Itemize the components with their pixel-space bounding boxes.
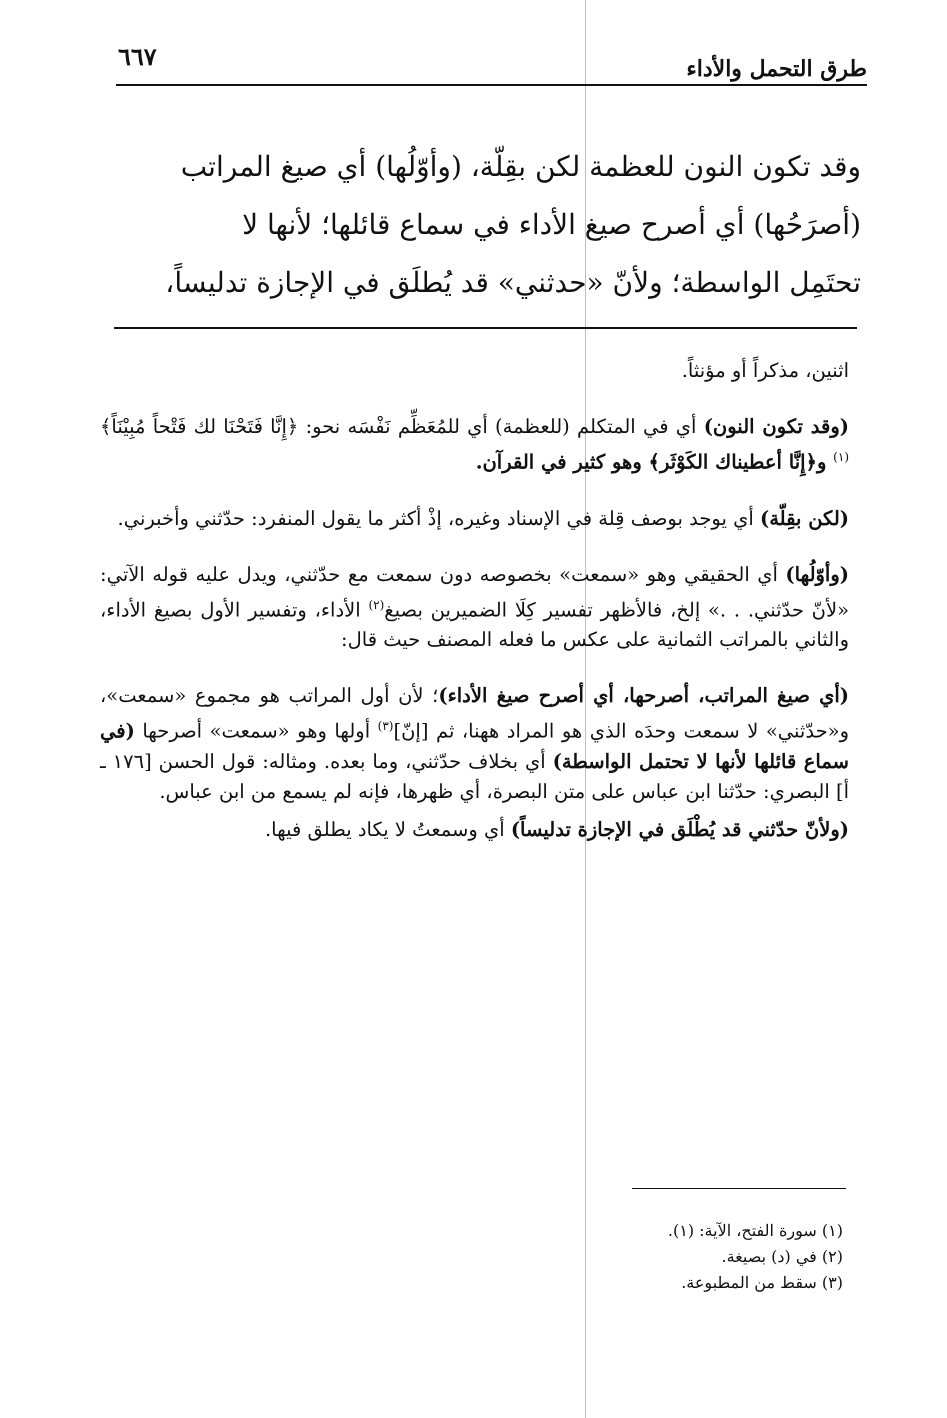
header-rule	[116, 84, 867, 86]
running-header-title: طرق التحمل والأداء	[686, 56, 867, 82]
footnote: (٢) في (د) بصيغة.	[721, 1247, 843, 1266]
commentary-paragraph	[100, 412, 849, 478]
quoted-phrase: (في سماع قائلها لأنها لا تحتمل الواسطة)	[100, 719, 849, 773]
commentary-text: ؛ لأن أول المراتب هو مجموع «سمعت»، و«حدّثني» لا سمعت وحدَه الذي هو المراد ههنا، ثم [إنّ]	[100, 684, 849, 743]
commentary-paragraph	[100, 504, 849, 534]
commentary-text: و﴿إِنَّا أعطيناك الكَوْثَر﴾ وهو كثير في القرآن.	[475, 450, 834, 474]
footnote: (٣) سقط من المطبوعة.	[681, 1273, 843, 1292]
commentary-text: اثنين، مذكراً أو مؤنثاً.	[681, 359, 849, 382]
commentary-text: أي وسمعتُ لا يكاد يطلق فيها.	[264, 817, 511, 841]
quoted-phrase: (لكن بقِلّة)	[760, 506, 849, 530]
main-text	[110, 138, 861, 312]
footnote: (١) سورة الفتح، الآية: (١).	[667, 1221, 843, 1240]
quoted-phrase: (وقد تكون النون)	[703, 415, 849, 438]
commentary-text: أي في المتكلم (للعظمة) أي للمُعَظِّم نَفْسَه نحو: ﴿إِنَّا فَتَحْنَا لك فَتْحاً مُبِيْنَاً﴾	[100, 415, 704, 438]
commentary-paragraph	[100, 560, 849, 656]
footnote-ref: (٣)	[377, 719, 394, 733]
footnote-rule	[632, 1188, 846, 1189]
footnote-ref: (١)	[833, 450, 849, 464]
quoted-phrase: (أي صيغ المراتب، أصرحها، أي أصرح صيغ الأداء)	[438, 684, 849, 707]
commentary-text: الأداء، وتفسير الأول بصيغ الأداء، والثاني بالمراتب الثمانية على عكس ما فعله المصنف حيث قال:	[100, 598, 849, 651]
commentary-text: أي يوجد بوصف قِلة في الإسناد وغيره، إذْ أكثر ما يقول المنفرد: حدّثني وأخبرني.	[117, 506, 760, 530]
quoted-phrase: (وأوّلُها)	[785, 562, 849, 586]
page-number: ٦٦٧	[118, 42, 157, 71]
commentary-paragraph	[100, 681, 849, 807]
main-text-line: (أصرَحُها) أي أصرح صيغ الأداء في سماع قائلها؛ لأنها لا	[242, 208, 861, 241]
commentary-paragraph	[100, 815, 849, 845]
main-text-line: تحتَمِل الواسطة؛ ولأنّ «حدثني» قد يُطلَق في الإجازة تدليساً،	[165, 266, 861, 299]
quoted-phrase: (ولأنّ حدّثني قد يُطْلَق في الإجازة تدليساً)	[510, 817, 849, 841]
commentary-text: أي الحقيقي وهو «سمعت» بخصوصه دون سمعت مع حدّثني، ويدل عليه قوله الآتي: «لأنّ حدّثني. . .» إلخ، فالأظهر تفسير كِلَا الضميرين بصيغ	[100, 562, 850, 621]
commentary-text: أي بخلاف حدّثني، وما بعده. ومثاله: قول الحسن [١٧٦ ـ أ] البصري: حدّثنا ابن عباس على متن البصرة، أي ظهرها، فإنه لم يسمع من ابن عباس.	[100, 749, 849, 803]
footnote-ref: (٢)	[368, 597, 385, 612]
separator-rule	[114, 327, 857, 329]
commentary-text: أولها وهو «سمعت» أصرحها	[134, 719, 378, 743]
footnotes	[668, 1218, 843, 1296]
commentary-paragraph	[100, 356, 849, 386]
commentary	[100, 356, 849, 871]
main-text-line: وقد تكون النون للعظمة لكن بقِلّة، (وأوّلُها) أي صيغ المراتب	[180, 150, 861, 183]
